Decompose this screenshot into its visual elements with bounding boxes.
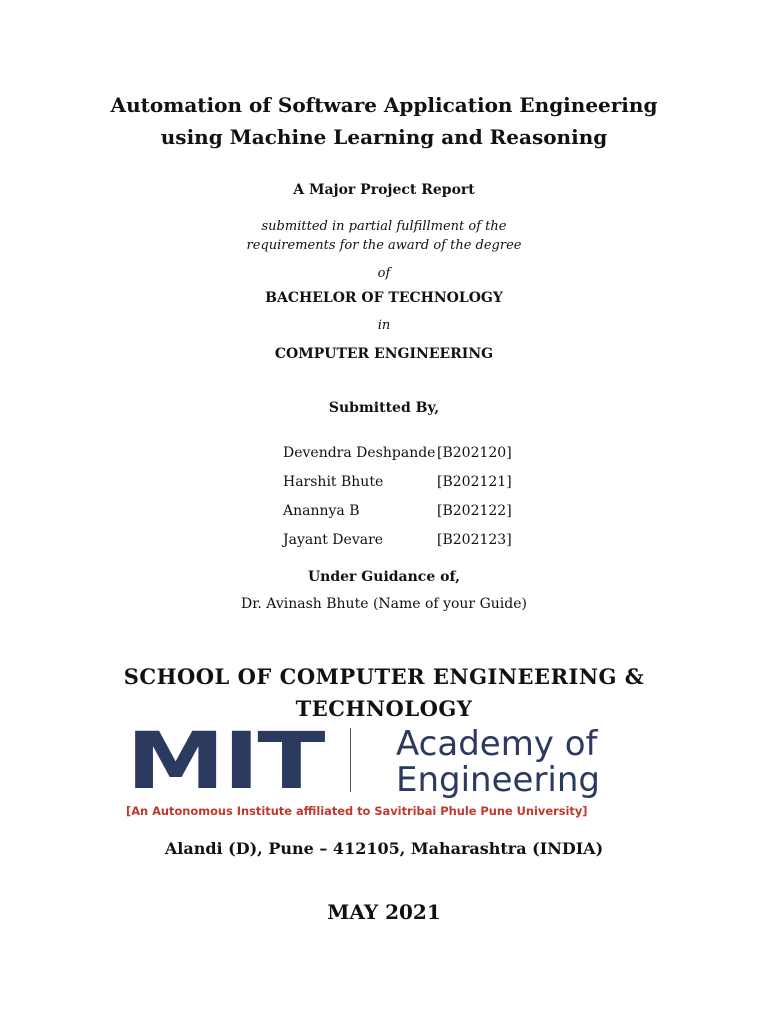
author-id: [B202121] xyxy=(437,473,512,490)
author-id: [B202122] xyxy=(437,502,512,519)
logo-text-line-1: Academy of xyxy=(396,724,598,764)
submission-date: MAY 2021 xyxy=(327,900,441,924)
logo-tagline: [An Autonomous Institute affiliated to Savitribai Phule Pune University] xyxy=(126,804,588,818)
author-name: Anannya B xyxy=(283,502,360,519)
report-title-line-1: Automation of Software Application Engineering xyxy=(110,93,658,117)
school-name-line-2: TECHNOLOGY xyxy=(295,696,473,721)
guide-name: Dr. Avinash Bhute (Name of your Guide) xyxy=(241,596,527,612)
logo-divider xyxy=(350,728,351,792)
report-title xyxy=(0,89,768,153)
author-name: Jayant Devare xyxy=(283,531,384,548)
degree-name: BACHELOR OF TECHNOLOGY xyxy=(265,290,503,306)
author-name: Devendra Deshpande xyxy=(283,444,436,461)
report-title-line-2: using Machine Learning and Reasoning xyxy=(160,125,608,149)
author-name: Harshit Bhute xyxy=(283,473,384,490)
branch-name: COMPUTER ENGINEERING xyxy=(274,346,494,362)
author-id: [B202123] xyxy=(437,531,512,548)
fulfillment-statement xyxy=(0,217,768,255)
of-connector: of xyxy=(377,266,391,281)
author-row xyxy=(283,438,543,467)
school-name xyxy=(0,661,768,725)
author-row xyxy=(283,467,543,496)
in-connector: in xyxy=(377,318,391,333)
logo-text-line-2: Engineering xyxy=(396,760,600,800)
author-row xyxy=(283,496,543,525)
author-row xyxy=(283,525,543,554)
logo-mark: MIT xyxy=(126,717,323,807)
author-id: [B202120] xyxy=(437,444,512,461)
author-list xyxy=(283,438,543,554)
guidance-label: Under Guidance of, xyxy=(307,569,461,585)
fulfillment-line-2: requirements for the award of the degree xyxy=(246,238,522,253)
report-type: A Major Project Report xyxy=(293,182,475,198)
institute-address: Alandi (D), Pune – 412105, Maharashtra (INDIA) xyxy=(164,839,604,858)
school-name-line-1: SCHOOL OF COMPUTER ENGINEERING & xyxy=(123,664,645,689)
fulfillment-line-1: submitted in partial fulfillment of the xyxy=(261,219,507,234)
submitted-by-label: Submitted By, xyxy=(328,400,440,416)
institute-logo xyxy=(126,717,658,822)
